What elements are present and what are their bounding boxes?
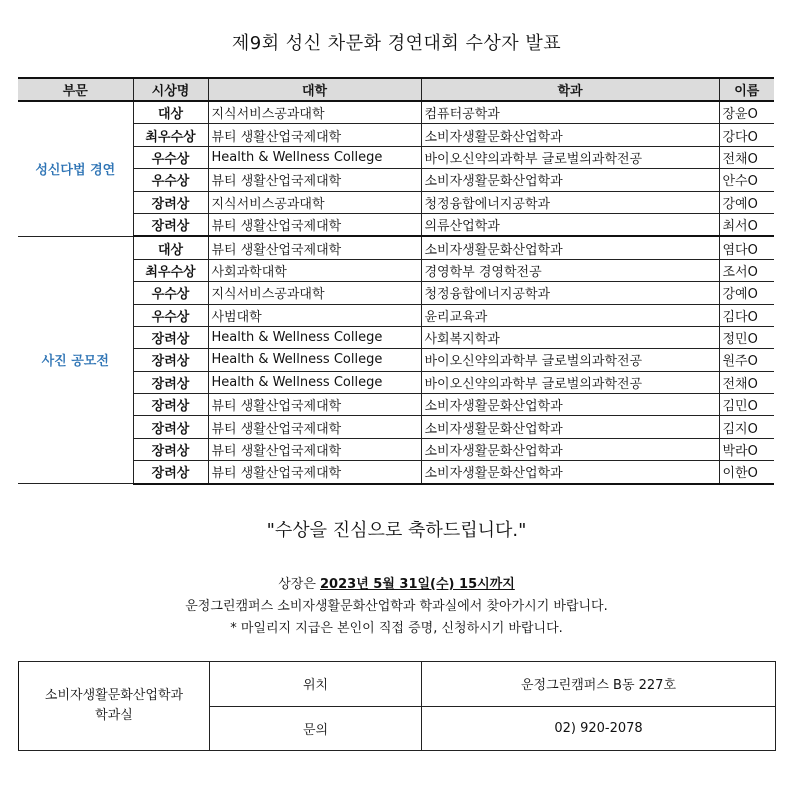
department-cell: 바이오신약의과학부 글로벌의과학전공 — [421, 349, 719, 371]
name-cell: 전채O — [719, 371, 774, 393]
name-cell: 김민O — [719, 394, 774, 416]
name-cell: 이한O — [719, 461, 774, 484]
department-cell: 컴퓨터공학과 — [421, 101, 719, 124]
award-cell: 대상 — [133, 236, 208, 259]
college-cell: Health & Wellness College — [208, 146, 421, 168]
name-cell: 조서O — [719, 259, 774, 281]
notice-pickup-line: 운정그린캠퍼스 소비자생활문화산업학과 학과실에서 찾아가시기 바랍니다. — [185, 599, 608, 614]
location-label: 위치 — [210, 662, 422, 707]
department-cell: 의류산업학과 — [421, 213, 719, 236]
office-name-line1: 소비자생활문화산업학과 — [44, 688, 184, 703]
department-cell: 윤리교육과 — [421, 304, 719, 326]
department-cell: 소비자생활문화산업학과 — [421, 461, 719, 484]
department-cell: 소비자생활문화산업학과 — [421, 394, 719, 416]
college-cell: 뷰티 생활산업국제대학 — [208, 438, 421, 460]
department-cell: 소비자생활문화산업학과 — [421, 236, 719, 259]
college-cell: Health & Wellness College — [208, 326, 421, 348]
office-name-line2: 학과실 — [95, 708, 133, 723]
page-title: 제9회 성신 차문화 경연대회 수상자 발표 — [231, 33, 562, 54]
name-cell: 정민O — [719, 326, 774, 348]
inquiry-value: 02) 920-2078 — [422, 706, 776, 751]
table-header-row — [18, 78, 774, 101]
office-name-cell — [19, 662, 210, 751]
award-cell: 장려상 — [133, 213, 208, 236]
college-cell: 뷰티 생활산업국제대학 — [208, 169, 421, 191]
award-cell: 우수상 — [133, 146, 208, 168]
department-cell: 청정융합에너지공학과 — [421, 282, 719, 304]
header-category: 부문 — [18, 78, 133, 101]
award-cell: 우수상 — [133, 304, 208, 326]
awards-table — [18, 77, 774, 485]
name-cell: 김지O — [719, 416, 774, 438]
award-cell: 장려상 — [133, 461, 208, 484]
name-cell: 박라O — [719, 438, 774, 460]
table-row — [18, 236, 774, 259]
name-cell: 염다O — [719, 236, 774, 259]
category-cell: 사진 공모전 — [18, 236, 133, 483]
department-cell: 경영학부 경영학전공 — [421, 259, 719, 281]
college-cell: 사회과학대학 — [208, 259, 421, 281]
inquiry-label: 문의 — [210, 706, 422, 751]
header-award: 시상명 — [133, 78, 208, 101]
college-cell: 지식서비스공과대학 — [208, 101, 421, 124]
category-cell: 성신다법 경연 — [18, 101, 133, 236]
award-cell: 장려상 — [133, 191, 208, 213]
name-cell: 김다O — [719, 304, 774, 326]
award-cell: 장려상 — [133, 371, 208, 393]
college-cell: 사범대학 — [208, 304, 421, 326]
department-cell: 바이오신약의과학부 글로벌의과학전공 — [421, 371, 719, 393]
college-cell: 뷰티 생활산업국제대학 — [208, 416, 421, 438]
name-cell: 안수O — [719, 169, 774, 191]
college-cell: 뷰티 생활산업국제대학 — [208, 236, 421, 259]
location-value: 운정그린캠퍼스 B동 227호 — [422, 662, 776, 707]
department-cell: 소비자생활문화산업학과 — [421, 438, 719, 460]
college-cell: 지식서비스공과대학 — [208, 191, 421, 213]
header-name: 이름 — [719, 78, 774, 101]
notice-block — [0, 574, 793, 640]
department-cell: 소비자생활문화산업학과 — [421, 169, 719, 191]
notice-deadline-prefix: 상장은 — [278, 577, 321, 592]
name-cell: 강다O — [719, 124, 774, 146]
award-cell: 대상 — [133, 101, 208, 124]
award-cell: 장려상 — [133, 416, 208, 438]
college-cell: Health & Wellness College — [208, 371, 421, 393]
college-cell: 뷰티 생활산업국제대학 — [208, 461, 421, 484]
department-cell: 청정융합에너지공학과 — [421, 191, 719, 213]
department-cell: 사회복지학과 — [421, 326, 719, 348]
notice-deadline-line — [0, 574, 793, 596]
award-cell: 장려상 — [133, 438, 208, 460]
name-cell: 전채O — [719, 146, 774, 168]
table-row — [18, 101, 774, 124]
award-cell: 최우수상 — [133, 259, 208, 281]
name-cell: 원주O — [719, 349, 774, 371]
header-department: 학과 — [421, 78, 719, 101]
name-cell: 강예O — [719, 191, 774, 213]
awards-table-body — [18, 101, 774, 484]
college-cell: 뷰티 생활산업국제대학 — [208, 213, 421, 236]
award-cell: 장려상 — [133, 326, 208, 348]
award-cell: 우수상 — [133, 169, 208, 191]
award-cell: 장려상 — [133, 394, 208, 416]
award-cell: 우수상 — [133, 282, 208, 304]
department-cell: 바이오신약의과학부 글로벌의과학전공 — [421, 146, 719, 168]
department-cell: 소비자생활문화산업학과 — [421, 416, 719, 438]
award-cell: 최우수상 — [133, 124, 208, 146]
notice-deadline: 2023년 5월 31일(수) 15시까지 — [320, 577, 515, 592]
department-cell: 소비자생활문화산업학과 — [421, 124, 719, 146]
college-cell: 뷰티 생활산업국제대학 — [208, 124, 421, 146]
notice-mileage-line: * 마일리지 지급은 본인이 직접 증명, 신청하시기 바랍니다. — [230, 621, 563, 636]
award-cell: 장려상 — [133, 349, 208, 371]
college-cell: 뷰티 생활산업국제대학 — [208, 394, 421, 416]
name-cell: 최서O — [719, 213, 774, 236]
name-cell: 장윤O — [719, 101, 774, 124]
header-college: 대학 — [208, 78, 421, 101]
name-cell: 강예O — [719, 282, 774, 304]
contact-table — [18, 661, 776, 751]
college-cell: Health & Wellness College — [208, 349, 421, 371]
congratulations-message: "수상을 진심으로 축하드립니다." — [266, 520, 527, 541]
college-cell: 지식서비스공과대학 — [208, 282, 421, 304]
